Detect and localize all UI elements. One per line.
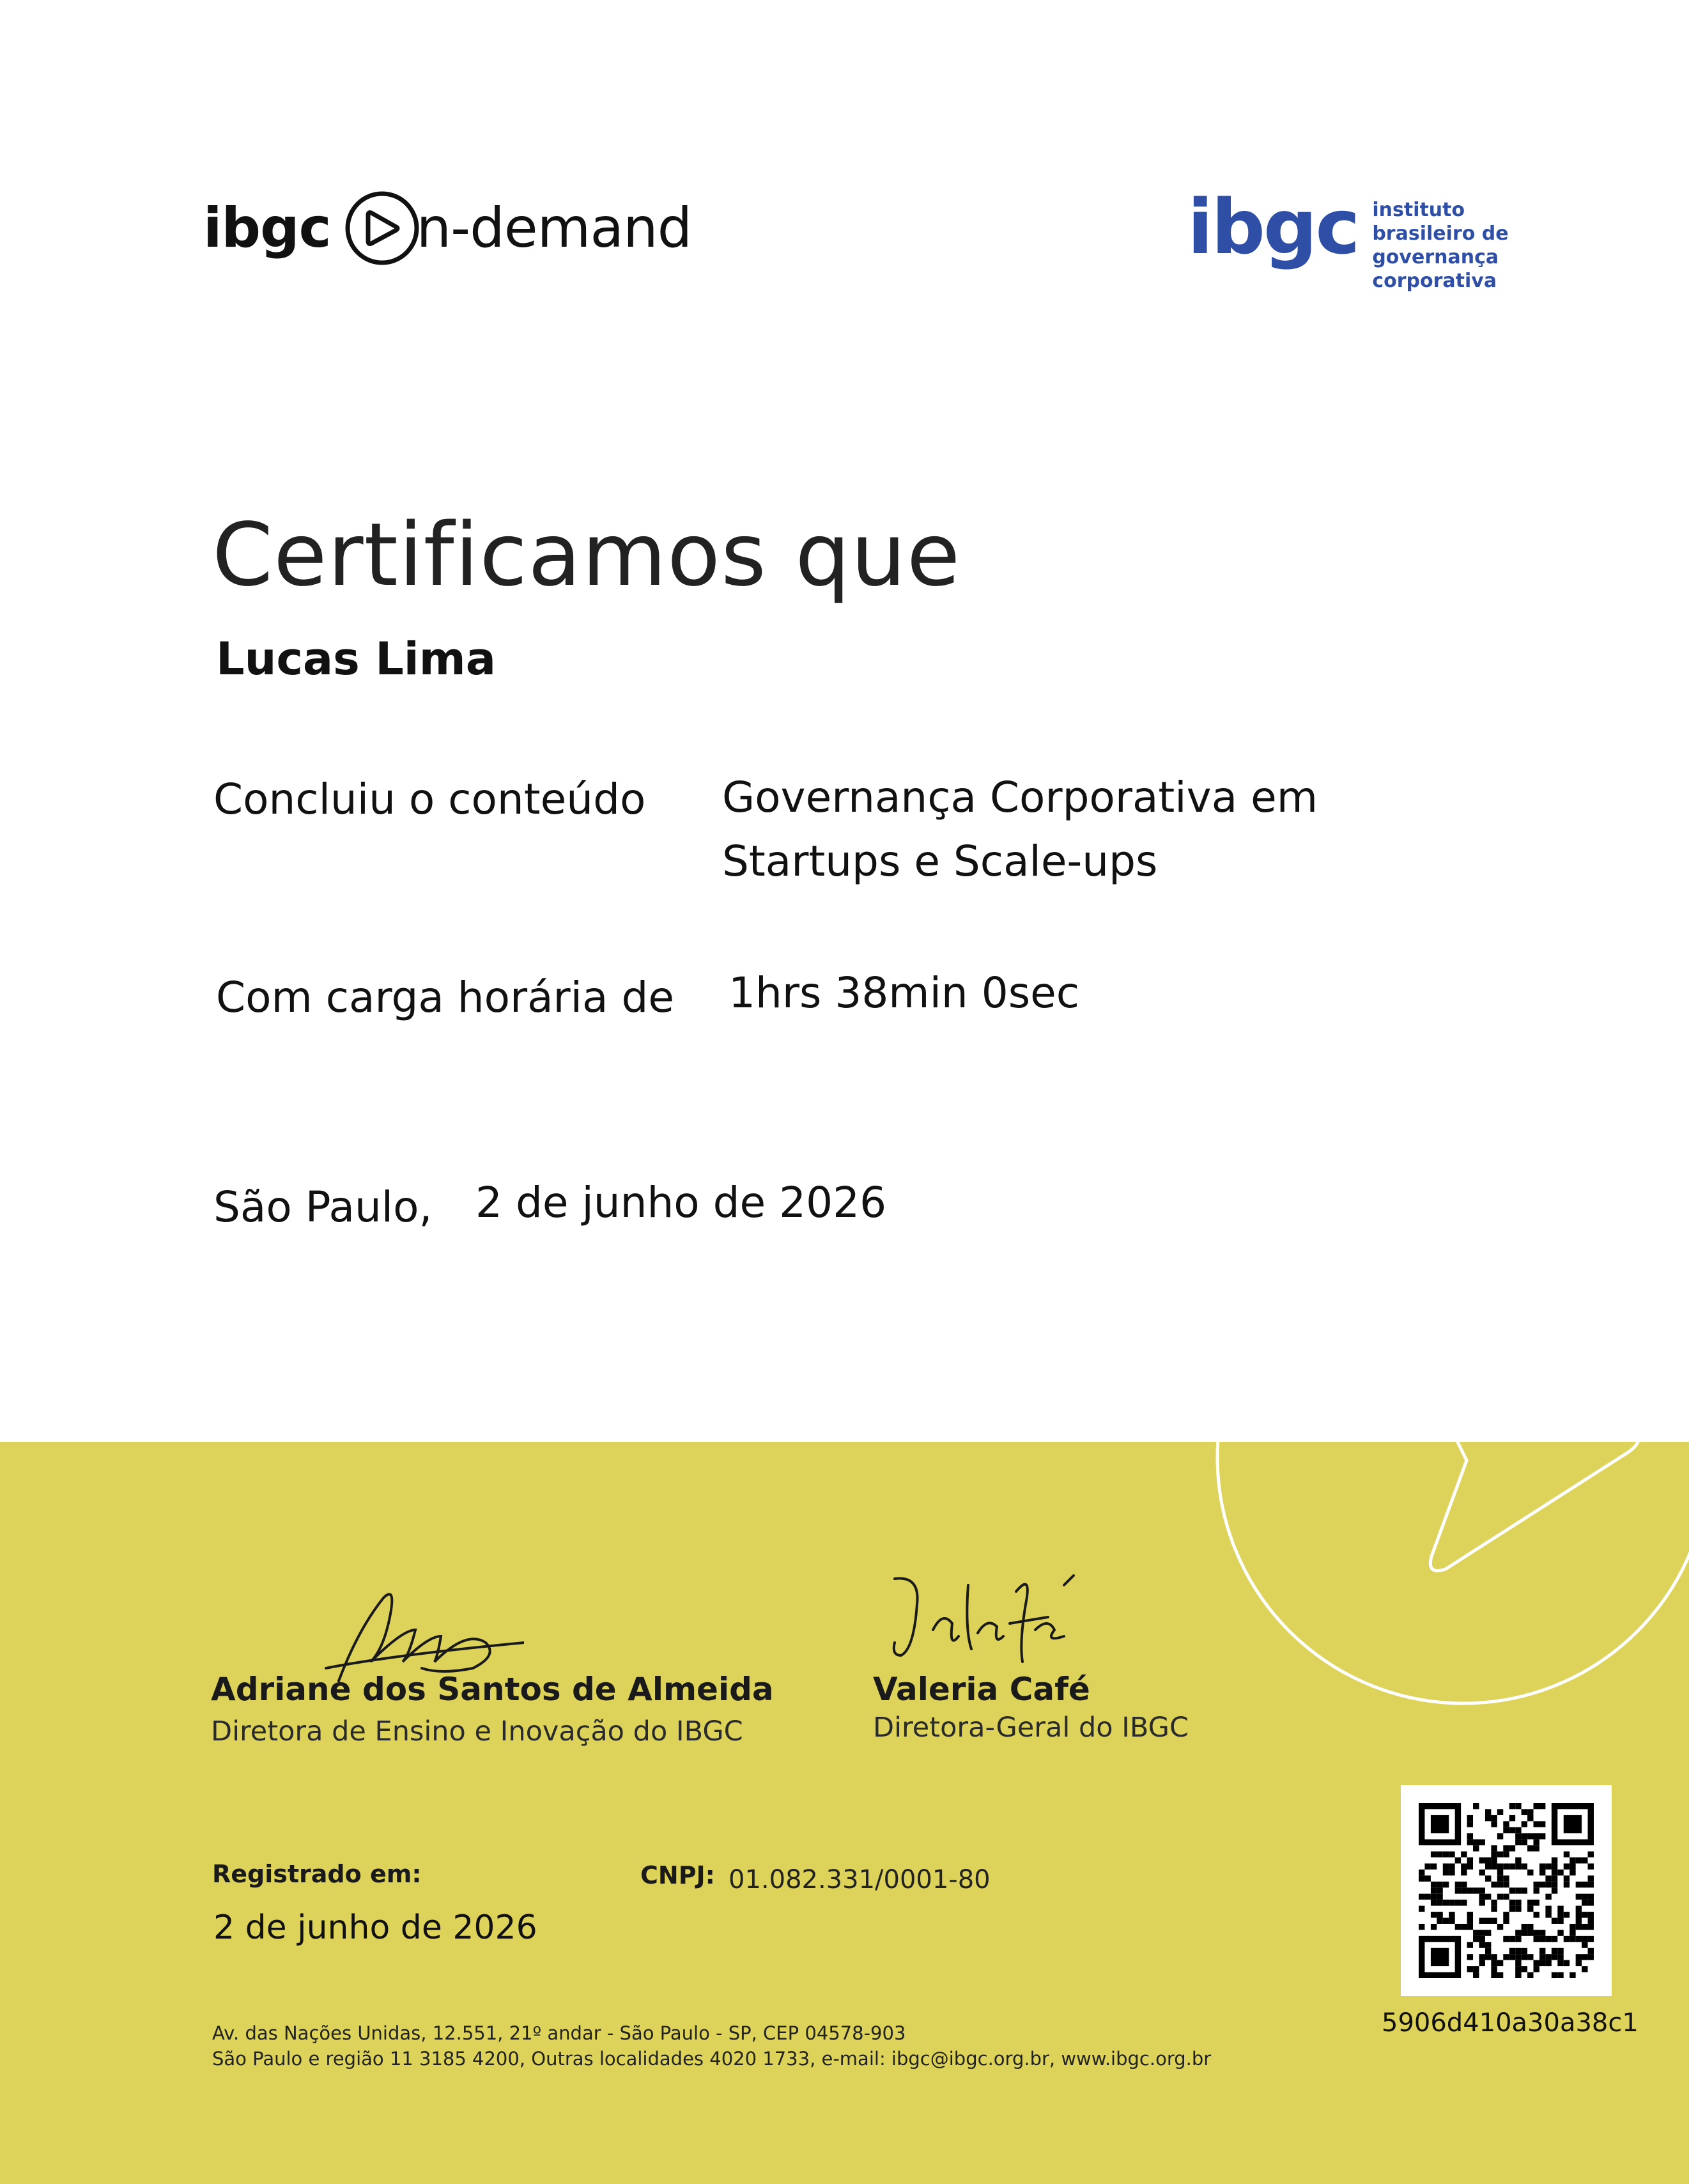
cnpj-label: CNPJ: — [640, 1861, 715, 1889]
registered-label: Registrado em: — [212, 1860, 422, 1888]
signature-valeria — [882, 1566, 1093, 1675]
place-label: São Paulo, — [213, 1182, 433, 1232]
signatory-2-name: Valeria Café — [873, 1671, 1090, 1708]
institute-logo-brand: ibgc — [1187, 183, 1359, 271]
workload-value: 1hrs 38min 0sec — [729, 968, 1080, 1018]
logo-product-text: n-demand — [416, 196, 692, 260]
ibgc-institute-logo — [1187, 183, 1509, 293]
content-title-line: Startups e Scale-ups — [722, 837, 1158, 886]
certificate-headline: Certificamos que — [212, 505, 961, 606]
signatory-1-name: Adriane dos Santos de Almeida — [211, 1671, 774, 1708]
tagline-line: instituto — [1372, 199, 1465, 221]
cnpj-value: 01.082.331/0001-80 — [729, 1865, 991, 1894]
decorative-play-icon — [1214, 1208, 1689, 1707]
tagline-line: corporativa — [1372, 270, 1497, 292]
workload-label: Com carga horária de — [216, 973, 674, 1022]
content-title — [722, 766, 1318, 894]
content-label: Concluiu o conteúdo — [213, 775, 646, 824]
registered-date: 2 de junho de 2026 — [213, 1909, 537, 1947]
verification-qr-code — [1401, 1785, 1612, 1996]
ibgc-on-demand-logo — [203, 187, 691, 270]
institute-logo-tagline — [1372, 198, 1508, 293]
recipient-name: Lucas Lima — [216, 633, 496, 685]
verification-code: 5906d410a30a38c1 — [1382, 2008, 1639, 2038]
tagline-line: brasileiro de — [1372, 222, 1509, 245]
play-circle-icon — [344, 190, 420, 267]
logo-brand-text: ibgc — [203, 196, 331, 260]
tagline-line: governança — [1372, 246, 1499, 268]
issue-date: 2 de junho de 2026 — [475, 1178, 887, 1227]
content-title-line: Governança Corporativa em — [722, 773, 1318, 822]
qr-code-image — [1419, 1803, 1594, 1978]
signatory-1-title: Diretora de Ensino e Inovação do IBGC — [211, 1715, 743, 1747]
signatory-2-title: Diretora-Geral do IBGC — [873, 1712, 1189, 1744]
footer-address: Av. das Nações Unidas, 12.551, 21º andar - São Paulo - SP, CEP 04578-903 — [212, 2022, 906, 2044]
footer-contact: São Paulo e região 11 3185 4200, Outras localidades 4020 1733, e-mail: ibgc@ibgc.org.br, www.ibgc.org.br — [212, 2048, 1212, 2070]
